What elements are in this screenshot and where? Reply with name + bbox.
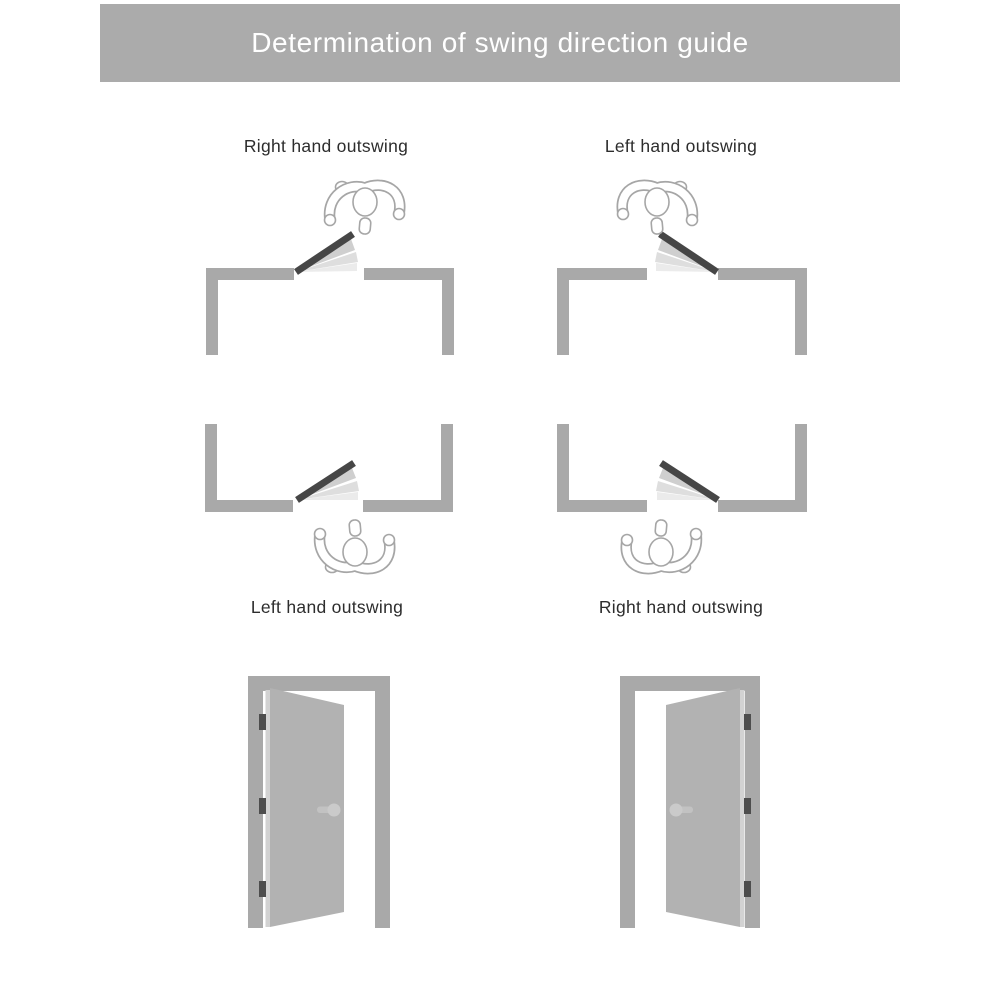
wall-segments bbox=[206, 268, 454, 355]
wall-right-vertical bbox=[795, 268, 807, 355]
wall-bottom-right-segment bbox=[718, 500, 807, 512]
wall-right-vertical bbox=[795, 424, 807, 512]
hinge-icon bbox=[259, 881, 266, 897]
hinge-icon bbox=[259, 798, 266, 814]
quadrant-label-middle-left: Left hand outswing bbox=[250, 597, 404, 617]
frame-right-jamb bbox=[375, 676, 390, 928]
hinge-icon bbox=[744, 881, 751, 897]
frame-left-jamb bbox=[620, 676, 635, 928]
door-edge-face bbox=[266, 690, 271, 927]
wall-bottom-left-segment bbox=[205, 500, 293, 512]
wall-top-left-segment bbox=[206, 268, 294, 280]
page-title: Determination of swing direction guide bbox=[251, 27, 749, 58]
plan-top-right bbox=[557, 182, 807, 356]
hinge-icon bbox=[744, 714, 751, 730]
quadrant-label-middle-right: Right hand outswing bbox=[598, 597, 764, 617]
wall-left-vertical bbox=[557, 424, 569, 512]
door-edge-face bbox=[740, 690, 745, 927]
door-3d-right-hinged bbox=[620, 676, 760, 928]
person-top-view-icon bbox=[622, 520, 702, 573]
wall-left-vertical bbox=[557, 268, 569, 355]
wall-bottom-left-segment bbox=[557, 500, 647, 512]
quadrant-label-top-left: Right hand outswing bbox=[243, 136, 409, 156]
plan-middle-left bbox=[205, 424, 453, 573]
hinge-icon bbox=[259, 714, 266, 730]
wall-left-vertical bbox=[205, 424, 217, 512]
wall-left-vertical bbox=[206, 268, 218, 355]
wall-top-right-segment bbox=[364, 268, 454, 280]
plan-middle-right bbox=[557, 424, 807, 573]
plan-top-left bbox=[206, 182, 454, 356]
wall-bottom-right-segment bbox=[363, 500, 453, 512]
wall-right-vertical bbox=[442, 268, 454, 355]
wall-top-left-segment bbox=[557, 268, 647, 280]
door-3d-left-hinged bbox=[248, 676, 390, 928]
wall-right-vertical bbox=[441, 424, 453, 512]
frame-lintel bbox=[248, 676, 390, 691]
wall-top-right-segment bbox=[718, 268, 807, 280]
person-top-view-icon bbox=[315, 520, 395, 573]
person-top-view-icon bbox=[325, 182, 405, 235]
hinge-icon bbox=[744, 798, 751, 814]
quadrant-label-top-right: Left hand outswing bbox=[604, 136, 758, 156]
person-top-view-icon bbox=[618, 182, 698, 235]
wall-segments bbox=[557, 268, 807, 355]
